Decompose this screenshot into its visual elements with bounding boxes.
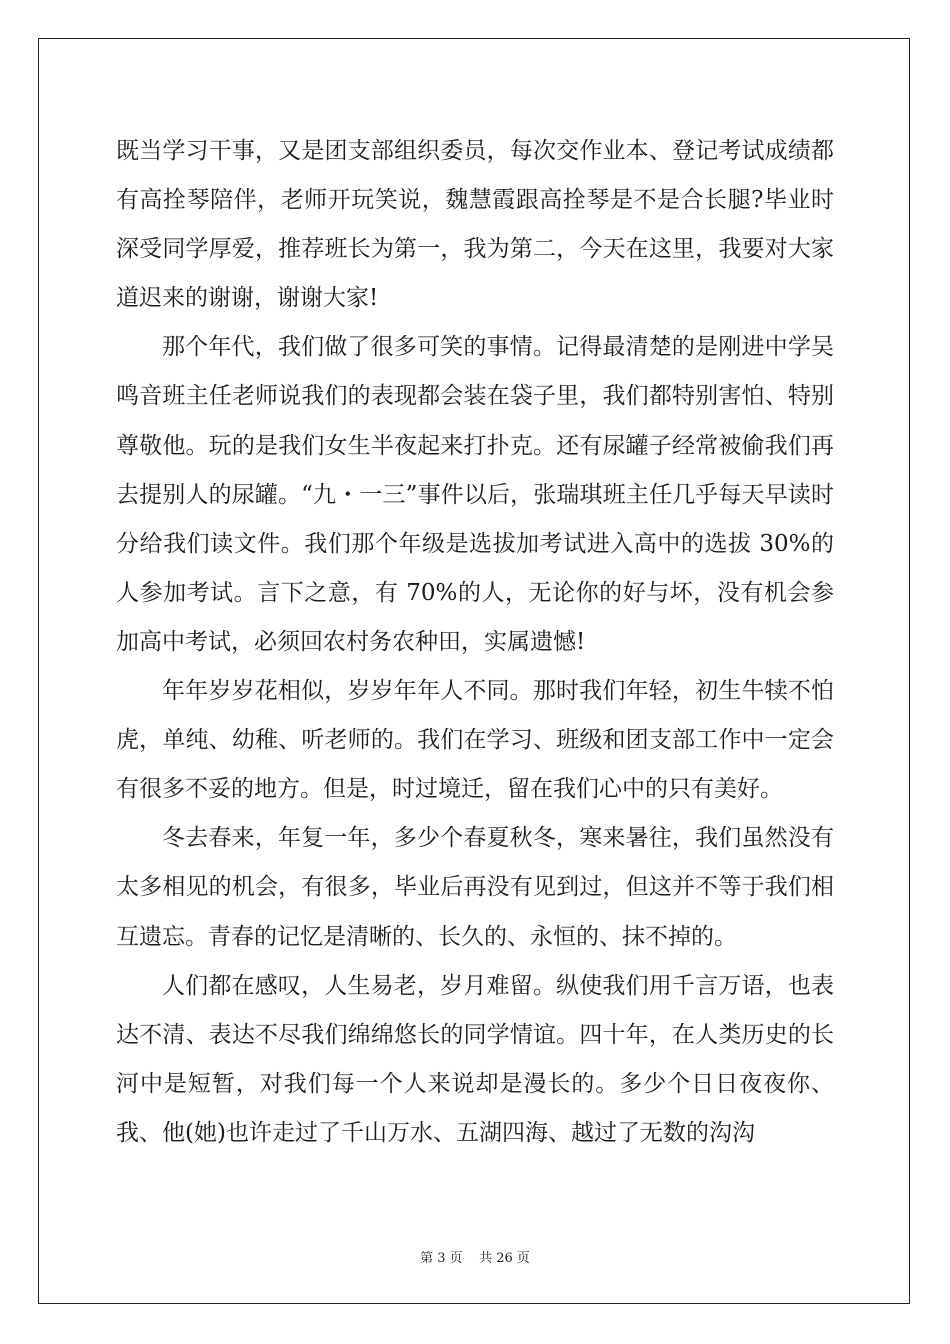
paragraph-2: 那个年代，我们做了很多可笑的事情。记得最清楚的是刚进中学吴鸣音班主任老师说我们的表现都会装在袋子里，我们都特别害怕、特别尊敬他。玩的是我们女生半夜起来打扑克。还有尿罐子经常被偷我们再去提别人的尿罐。“九・一三”事件以后，张瑞琪班主任几乎每天早读时分给我们读文件。我们那个年级是选拔加考试进入高中的选拔 30%的人参加考试。言下之意，有 70%的人，无论你的好与坏，没有机会参加高中考试，必须回农村务农种田，实属遗憾!: [116, 334, 834, 655]
document-body: [116, 127, 834, 1158]
paragraph-3: 年年岁岁花相似，岁岁年年人不同。那时我们年轻，初生牛犊不怕虎，单纯、幼稚、听老师的。我们在学习、班级和团支部工作中一定会有很多不妥的地方。但是，时过境迁，留在我们心中的只有美好。: [116, 678, 834, 803]
paragraph-4: 冬去春来，年复一年，多少个春夏秋冬，寒来暑往，我们虽然没有太多相见的机会，有很多，毕业后再没有见到过，但这并不等于我们相互遗忘。青春的记忆是清晰的、长久的、永恒的、抹不掉的。: [116, 825, 834, 950]
page-footer: 第 3 页 共 26 页: [420, 1251, 530, 1266]
paragraph-5: 人们都在感叹，人生易老，岁月难留。纵使我们用千言万语，也表达不清、表达不尽我们绵绵悠长的同学情谊。四十年，在人类历史的长河中是短暂，对我们每一个人来说却是漫长的。多少个日日夜夜你、我、他(她)也许走过了千山万水、五湖四海、越过了无数的沟沟: [116, 972, 834, 1146]
paragraph-1: 既当学习干事，又是团支部组织委员，每次交作业本、登记考试成绩都有高拴琴陪伴，老师开玩笑说，魏慧霞跟高拴琴是不是合长腿?毕业时深受同学厚爱，推荐班长为第一，我为第二，今天在这里，我要对大家道迟来的谢谢，谢谢大家!: [116, 138, 834, 312]
